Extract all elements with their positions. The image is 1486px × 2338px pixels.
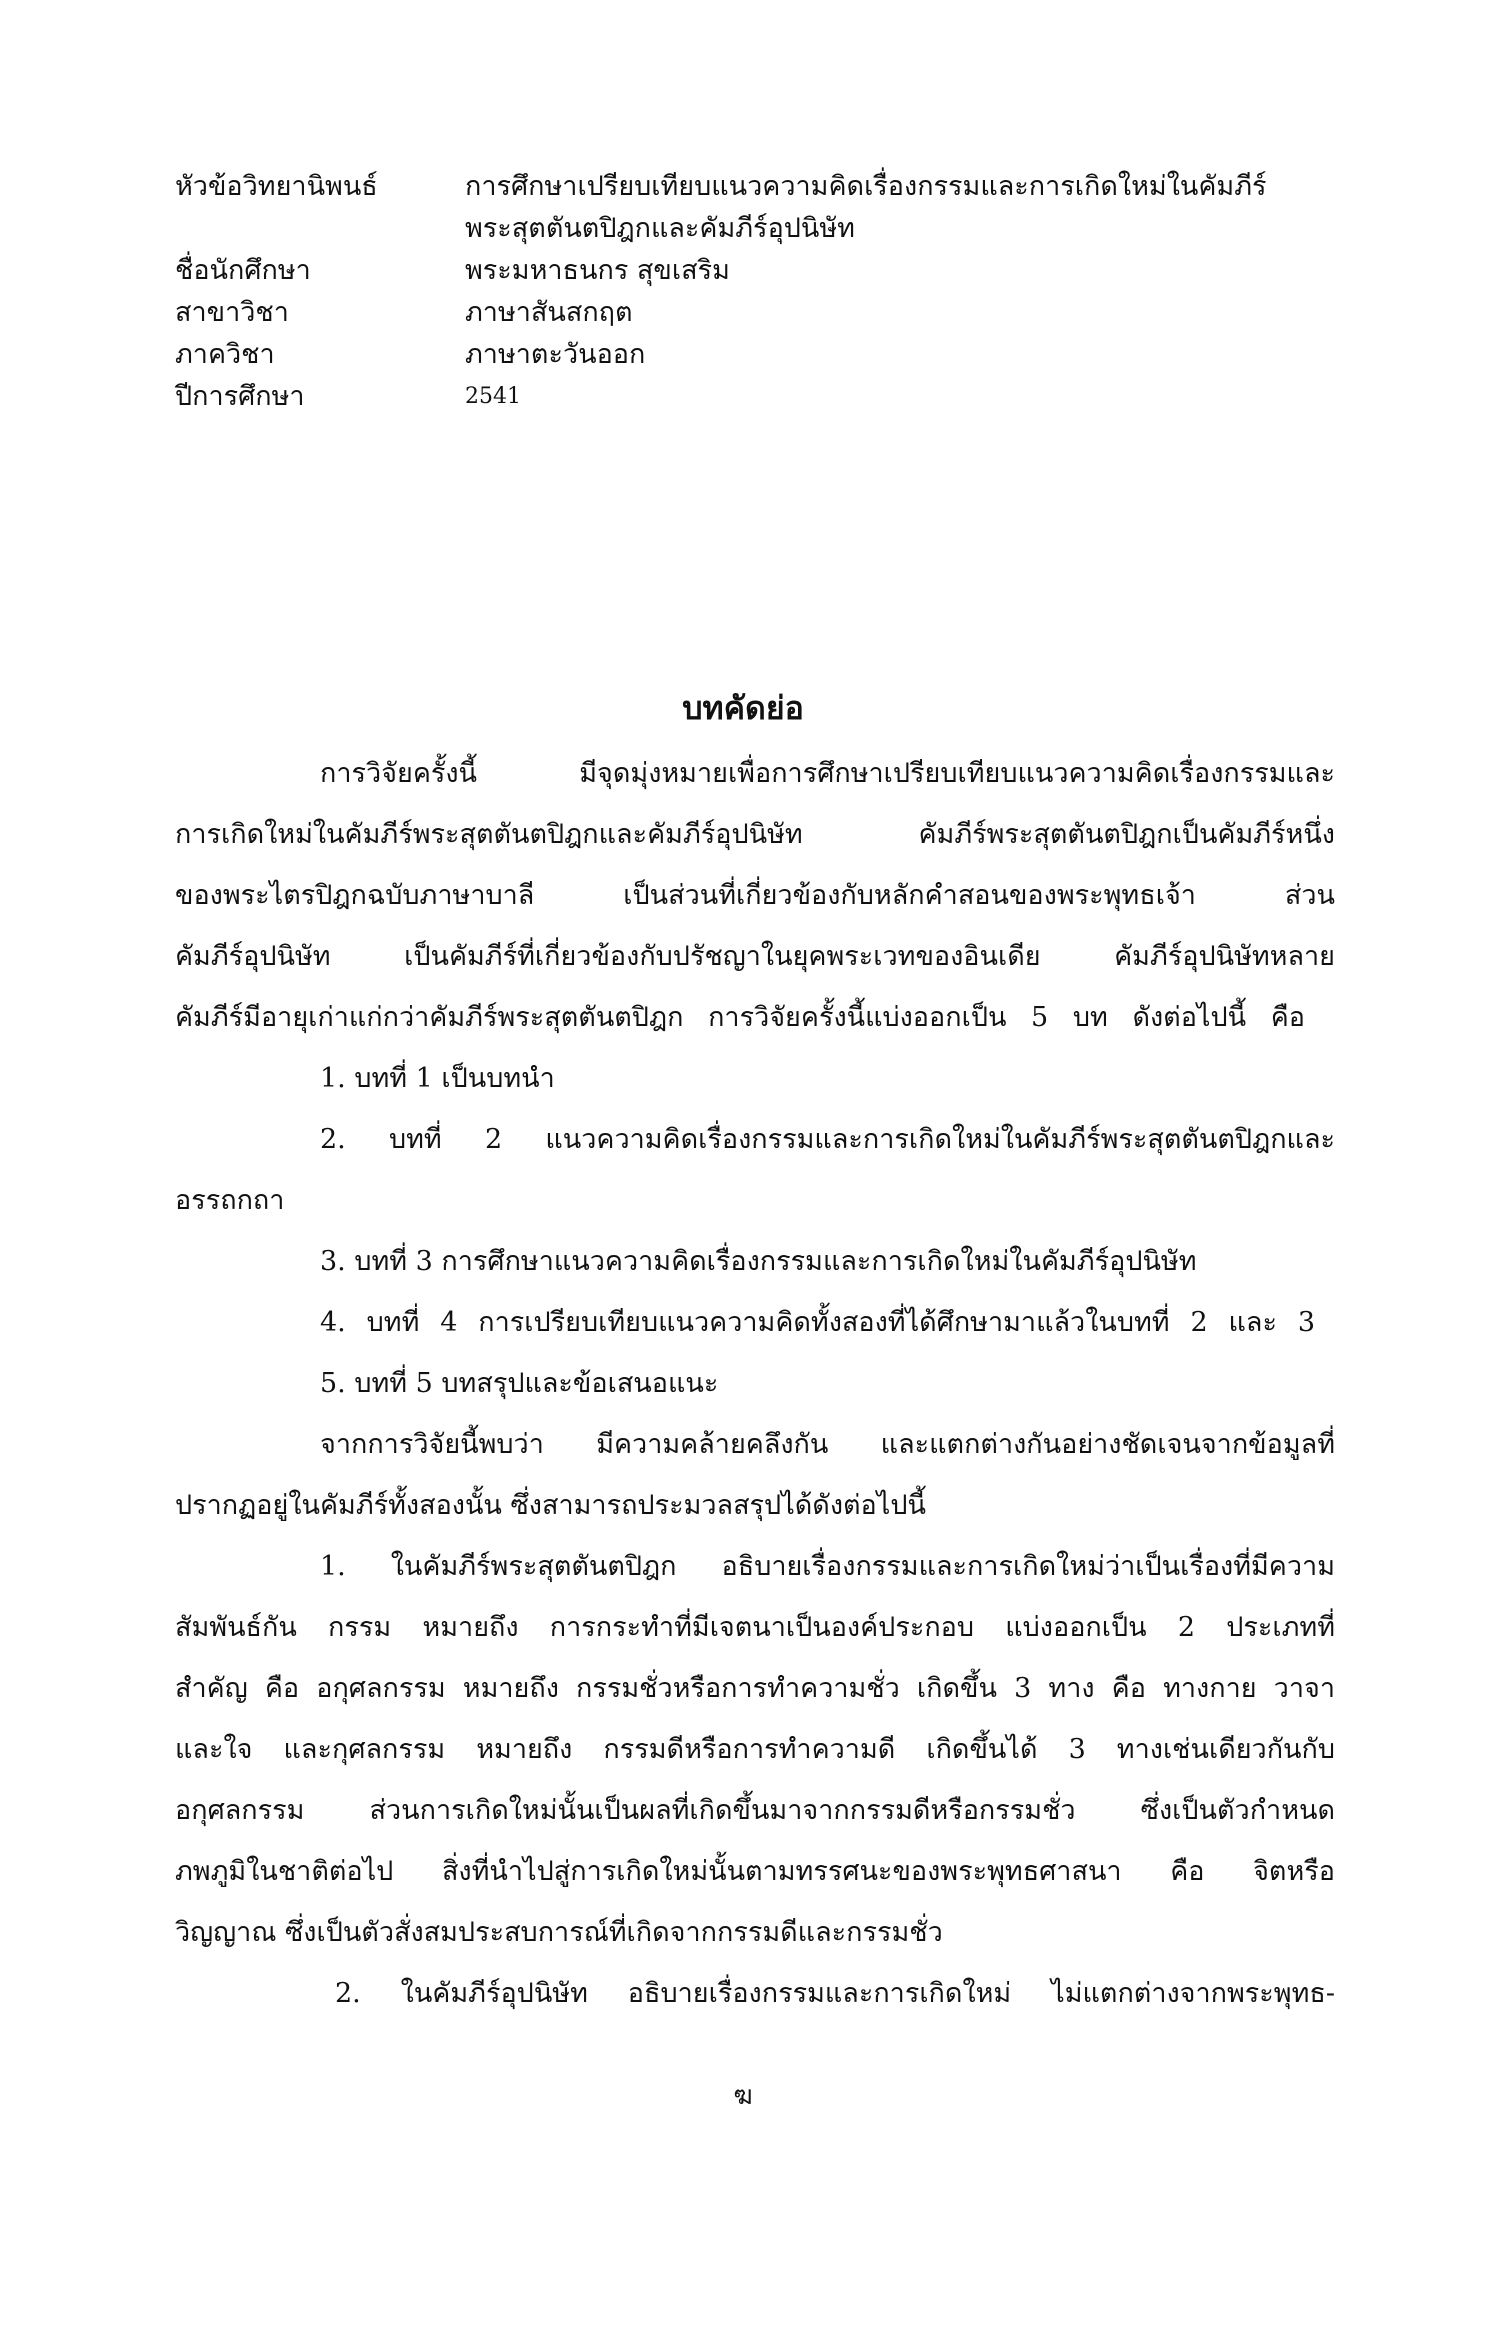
meta-year-label: ปีการศึกษา [175, 381, 305, 412]
abstract-line: วิญญาณ ซึ่งเป็นตัวสั่งสมประสบการณ์ที่เกิดจากกรรมดีและกรรมชั่ว [175, 1917, 943, 1948]
page-number: ฆ [733, 2081, 753, 2111]
abstract-line: 5. บทที่ 5 บทสรุปและข้อเสนอแนะ [320, 1368, 719, 1399]
abstract-heading: บทคัดย่อ [682, 689, 804, 727]
meta-student-value: พระมหาธนกร สุขเสริม [465, 255, 730, 286]
abstract-line: สัมพันธ์กัน กรรม หมายถึง การกระทำที่มีเจตนาเป็นองค์ประกอบ แบ่งออกเป็น 2 ประเภทที่ [175, 1612, 1335, 1643]
meta-department-value: ภาษาตะวันออก [465, 339, 646, 370]
meta-major-label: สาขาวิชา [175, 297, 289, 328]
abstract-line: ปรากฏอยู่ในคัมภีร์ทั้งสองนั้น ซึ่งสามารถประมวลสรุปได้ดังต่อไปนี้ [175, 1490, 926, 1521]
meta-student-label: ชื่อนักศึกษา [175, 255, 311, 286]
abstract-line: 1. บทที่ 1 เป็นบทนำ [320, 1063, 555, 1094]
abstract-line: 4. บทที่ 4 การเปรียบเทียบแนวความคิดทั้งสองที่ได้ศึกษามาแล้วในบทที่ 2 และ 3 [320, 1307, 1315, 1338]
meta-title-value-line1: การศึกษาเปรียบเทียบแนวความคิดเรื่องกรรมและการเกิดใหม่ในคัมภีร์ [465, 171, 1267, 202]
abstract-line: อรรถกถา [175, 1185, 285, 1216]
abstract-line: ภพภูมิในชาติต่อไป สิ่งที่นำไปสู่การเกิดใหม่นั้นตามทรรศนะของพระพุทธศาสนา คือ จิตหรือ [175, 1856, 1335, 1887]
abstract-line: สำคัญ คือ อกุศลกรรม หมายถึง กรรมชั่วหรือการทำความชั่ว เกิดขึ้น 3 ทาง คือ ทางกาย วาจา [175, 1673, 1335, 1704]
meta-title-label: หัวข้อวิทยานิพนธ์ [175, 171, 378, 202]
abstract-line: 2. บทที่ 2 แนวความคิดเรื่องกรรมและการเกิดใหม่ในคัมภีร์พระสุตตันตปิฎกและ [320, 1124, 1335, 1155]
meta-title-value-line2: พระสุตตันตปิฎกและคัมภีร์อุปนิษัท [465, 213, 855, 244]
abstract-line: และใจ และกุศลกรรม หมายถึง กรรมดีหรือการทำความดี เกิดขึ้นได้ 3 ทางเช่นเดียวกันกับ [175, 1734, 1335, 1765]
abstract-line: อกุศลกรรม ส่วนการเกิดใหม่นั้นเป็นผลที่เกิดขึ้นมาจากกรรมดีหรือกรรมชั่ว ซึ่งเป็นตัวกำหนด [175, 1795, 1335, 1826]
abstract-line: การเกิดใหม่ในคัมภีร์พระสุตตันตปิฎกและคัมภีร์อุปนิษัท คัมภีร์พระสุตตันตปิฎกเป็นคัมภีร์หนึ่ง [175, 819, 1335, 850]
abstract-line: จากการวิจัยนี้พบว่า มีความคล้ายคลึงกัน และแตกต่างกันอย่างชัดเจนจากข้อมูลที่ [320, 1429, 1335, 1460]
abstract-line: ของพระไตรปิฎกฉบับภาษาบาลี เป็นส่วนที่เกี่ยวข้องกับหลักคำสอนของพระพุทธเจ้า ส่วน [175, 880, 1335, 911]
meta-department-label: ภาควิชา [175, 339, 275, 370]
abstract-line: 1. ในคัมภีร์พระสุตตันตปิฎก อธิบายเรื่องกรรมและการเกิดใหม่ว่าเป็นเรื่องที่มีความ [320, 1551, 1335, 1582]
abstract-line: คัมภีร์มีอายุเก่าแก่กว่าคัมภีร์พระสุตตันตปิฎก การวิจัยครั้งนี้แบ่งออกเป็น 5 บท ดังต่อไปนี้ คือ [175, 1002, 1305, 1033]
abstract-line: การวิจัยครั้งนี้ มีจุดมุ่งหมายเพื่อการศึกษาเปรียบเทียบแนวความคิดเรื่องกรรมและ [320, 758, 1335, 789]
meta-major-value: ภาษาสันสกฤต [465, 297, 633, 328]
abstract-line: 2. ในคัมภีร์อุปนิษัท อธิบายเรื่องกรรมและการเกิดใหม่ ไม่แตกต่างจากพระพุทธ- [335, 1978, 1335, 2009]
abstract-line: 3. บทที่ 3 การศึกษาแนวความคิดเรื่องกรรมและการเกิดใหม่ในคัมภีร์อุปนิษัท [320, 1246, 1197, 1277]
meta-year-value: 2541 [465, 384, 521, 409]
abstract-line: คัมภีร์อุปนิษัท เป็นคัมภีร์ที่เกี่ยวข้องกับปรัชญาในยุคพระเวทของอินเดีย คัมภีร์อุปนิษัทหลาย [175, 941, 1335, 972]
